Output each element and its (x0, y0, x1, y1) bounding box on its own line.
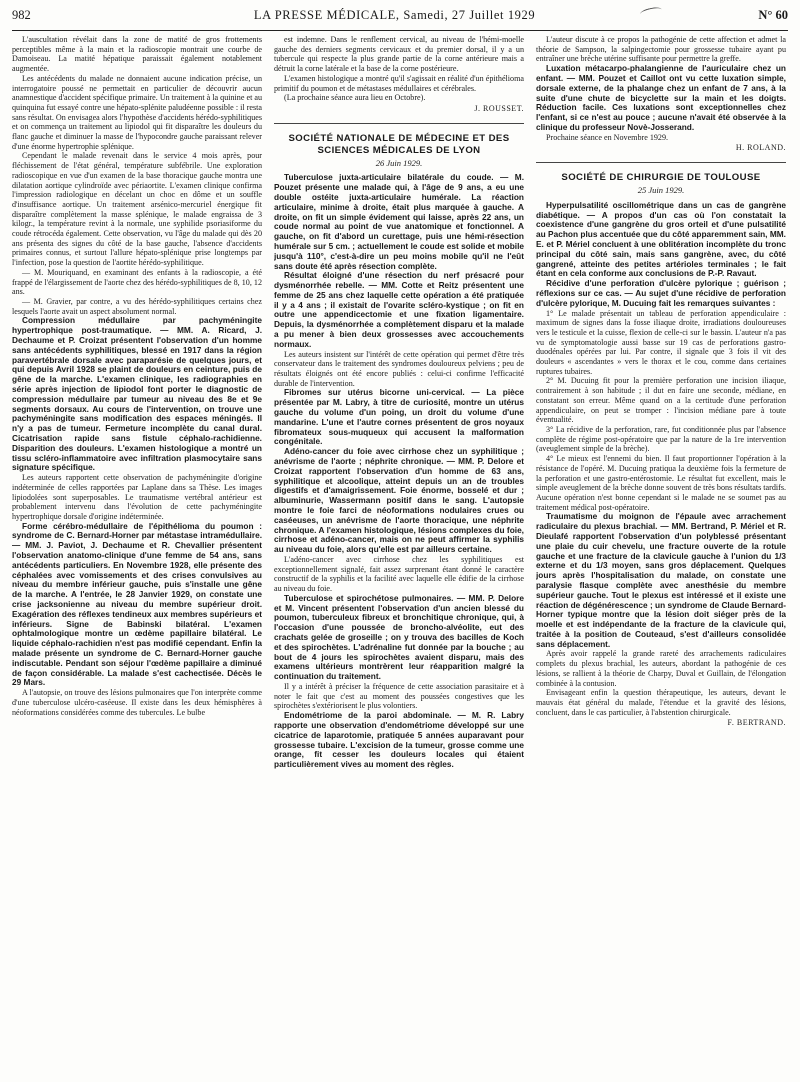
communication-adeno-cancer: Adéno-cancer du foie avec cirrhose chez un syphilitique ; anévrisme de l'aorte ; néphrite chronique. — MM. P. Delore et Croizat rapportent l'observation d'un homme de 63 ans, syphilitique et alcoolique, atteint depuis un an de troubles digestifs et d'amaigrissement. Foie énorme, bosselé et dur ; albuminurie, Wassermann positif dans le sang. L'autopsie montre le foie farci de néoformations nodulaires crues ou caséeuses, un anévrisme de l'aorte thoracique, une néphrite chronique. A l'examen histologique, lésions complexes du foie, cirrhose et adéno-cancer, mais on ne peut affirmer la syphilis au niveau du foie, alors qu'elle est par ailleurs certaine. (274, 446, 524, 555)
column-2 (274, 35, 524, 1065)
paragraph: Envisageant enfin la question thérapeutique, les auteurs, devant le mauvais état général du malade, l'étendue et la gravité des lésions, concluent, dans le cas particulier, à l'abstention chirurgicale. (536, 688, 786, 717)
society-heading-toulouse: SOCIÉTÉ DE CHIRURGIE DE TOULOUSE (536, 162, 786, 184)
communication-epithelioma: Forme cérébro-médullaire de l'épithélioma du poumon : syndrome de C. Bernard-Horner par métastase intramédullaire. — MM. J. Paviot, J. Dechaume et R. Chevallier présentent l'observation anatomo-clinique d'une femme de 54 ans, sans antécédents particuliers. En Novembre 1928, elle présente des céphalées avec vomissements et des crises convulsives au niveau du membre inférieur gauche, puis s'installe une gêne de la marche. A l'entrée, le 28 Janvier 1929, on constate une crise jacksonienne au niveau du membre supérieur droit. Exagération des réflexes tendineux aux membres supérieurs et inférieurs. Signe de Babinski bilatéral. L'examen ophtalmologique montre un œdème papillaire bilatéral. Le liquide céphalo-rachidien n'est pas modifié cependant. Enfin la malade présente un syndrome de C. Bernard-Horner gauche indiscutable. Pendant son séjour l'œdème papillaire a diminué de façon considérable. La malade s'est cachectisée. Décès le 29 Mars. (12, 520, 262, 688)
paragraph: L'auteur discute à ce propos la pathogénie de cette affection et admet la théorie de Sampson, la salpingectomie pour grossesse tubaire ayant pu entraîner une brèche utérine suffisante pour permettre la greffe. (536, 35, 786, 64)
paragraph: 2° M. Ducuing fit pour la première perforation une incision iliaque, contrairement à son habitude ; il dut en faire une seconde, médiane, en constatant son erreur. Même quand on a la certitude d'une perforation appendiculaire, on peut se tromper : l'incision médiane pare à toute éventualité. (536, 376, 786, 425)
paragraph: L'auscultation révélait dans la zone de matité de gros frottements perceptibles même à la main et la radioscopie montrait une courbe de Damoiseau. La matité hépatique paraissait également notablement augmentée. (12, 35, 262, 74)
communication-tuberculose-coude: Tuberculose juxta-articulaire bilatérale du coude. — M. Pouzet présente une malade qui, à l'âge de 9 ans, a eu une double ostéite juxta-articulaire humérale. La réaction articulaire, minime à droite, était plus marquée à gauche. A droite, on fit un simple évidement qui laisse, après 22 ans, un coude normal au point de vue anatomique et fonctionnel. A gauche, on fit d'abord un curettage, puis une hémi-résection humérale sur 5 cm. ; actuellement le coude est solide et mobile jusqu'à 110°, c'est-à-dire un peu moins mobile qu'il ne l'eût sans doute été après résection complète. (274, 172, 524, 271)
paragraph: est indemne. Dans le renflement cervical, au niveau de l'hémi-moelle gauche des derniers segments cervicaux et du premier dorsal, il y a un tubercule qui respecte la plus grande partie de la corne antérieure mais a détruit la corne latérale et la base de la corne postérieure. (274, 35, 524, 74)
communication-nerf-presacre: Résultat éloigné d'une résection du nerf présacré pour dysménorrhée rebelle. — MM. Cotte et Reitz présentent une femme de 25 ans chez laquelle cette opération a été pratiquée il y a 4 ans ; il existait de l'ovarite scléro-kystique ; on fit en outre une appendicectomie et une fixation ligamentaire. Depuis, la dysménorrhée a complètement disparu et la malade a pu mener à bien deux grossesses avec accouchements normaux. (274, 270, 524, 349)
author-signature: H. ROLAND. (735, 143, 786, 153)
communication-gangrene: Hyperpulsatilité oscillométrique dans un cas de gangrène diabétique. — A propos d'un cas où l'on constatait la coexistence d'une gangrène du gros orteil et d'une pulsatilité au Pachon plus accentuée que du côté apparemment sain, MM. E. et P. Mériel concluent à une oblitération incomplète du tronc principal du côté sain, mais sans gangrène, avec, du côté gangrené, atteinte des petites artérioles terminales ; le fait étant en cela conforme aux conclusions de P.-P. Ravaut. (536, 199, 786, 279)
paragraph: A l'autopsie, on trouve des lésions pulmonaires que l'on interprète comme d'une tuberculose ulcéro-caséeuse. Il existe dans les deux hémisphères à néoformations considérées comme des tubercules. Le bulbe (12, 688, 262, 717)
paragraph: Il y a intérêt à préciser la fréquence de cette association parasitaire et à noter le fait que c'est au moment des poussées congestives que les spirochètes s'extériorisent le plus volontiers. (274, 682, 524, 711)
session-date: 25 Juin 1929. (637, 185, 685, 196)
page-number: 982 (12, 8, 31, 22)
columns (12, 35, 788, 1065)
paragraph: Prochaine séance en Novembre 1929. (546, 132, 669, 142)
author-signature: F. BERTRAND. (727, 718, 786, 728)
communication-fibromes: Fibromes sur utérus bicorne uni-cervical. — La pièce présentée par M. Labry, à titre de curiosité, montre un utérus gauche du volume d'un poing, un droit du volume d'une mandarine. L'une et l'autre cornes présentent de gros noyaux fibromateux sous-muqueux qui accusent la malformation congénitale. (274, 387, 524, 447)
paragraph: L'examen histologique a montré qu'il s'agissait en réalité d'un épithélioma primitif du poumon et de métastases médullaires et cérébrales. (274, 73, 524, 93)
paragraph: L'adéno-cancer avec cirrhose chez les syphilitiques est exceptionnellement signalé, fait assez surprenant étant donné le caractère constructif de la syphilis et la facilité avec laquelle elle édifie de la cirrhose au niveau du foie. (274, 555, 524, 594)
newspaper-page (12, 0, 788, 1070)
communication-endometriome: Endométriome de la paroi abdominale. — M. R. Labry rapporte une observation d'endométriome développé sur une cicatrice de laparotomie, pratiquée 5 années auparavant pour grossesse tubaire. L'excision de la tumeur, grosse comme une orange, fit cesser les douleurs locales qui étaient particulièrement vives au moment des règles. (274, 710, 524, 770)
session-date: 26 Juin 1929. (375, 157, 423, 168)
author-signature: J. ROUSSET. (474, 103, 524, 113)
paragraph: Les auteurs insistent sur l'intérêt de cette opération qui permet d'être très conservateur dans le traitement des syndromes douloureux pelviens ; peu de résultats éloignés ont été encore publiés : celui-ci confirme l'efficacité durable de l'intervention. (274, 349, 524, 388)
society-heading-lyon: SOCIÉTÉ NATIONALE DE MÉDECINE ET DES SCIENCES MÉDICALES DE LYON (274, 123, 524, 157)
paragraph: 1° Le malade présentait un tableau de perforation appendiculaire : maximum de signes dans la fosse iliaque droite, irradiations douloureuses vers le testicule et la cuisse, flexion de celle-ci sur le bassin. L'auteur n'a pas vu de symptomatologie aussi basse sur 19 cas de perforations gastro-duodénales opérées par lui. Par contre, il signale que 3 fois il vit des douleurs « ascendantes » vers le thorax et le cou, comme dans certaines ruptures tubaires. (536, 308, 786, 376)
running-title: LA PRESSE MÉDICALE, Samedi, 27 Juillet 1929 (253, 8, 536, 22)
communication-luxation: Luxation métacarpo-phalangienne de l'auriculaire chez un enfant. — MM. Pouzet et Caillot ont vu cette luxation simple, dorsale externe, de la phalange chez un enfant de 7 ans, à la suite d'une chute de bicyclette sur la main et les doigts. Réduction facile. Ces luxations sont exceptionnelles chez l'enfant, si ce n'est au pouce ; aucune n'avait été observée à la clinique du professeur Novè-Josserand. (536, 63, 786, 132)
paragraph: Après avoir rappelé la grande rareté des arrachements radiculaires complets du plexus brachial, les auteurs, abordant la pathogénie de ces lésions, se rallient à la théorie de Charpy, Duval et Guillain, de l'élongation combinée à la contusion. (536, 649, 786, 688)
communication-ulcere-pylorique: Récidive d'une perforation d'ulcère pylorique ; guérison ; réflexions sur ce cas. — Au sujet d'une récidive de perforation d'ulcère pylorique, M. Ducuing fait les remarques suivantes : (536, 278, 786, 308)
paragraph: 3° La récidive de la perforation, rare, fut conditionnée plus par l'absence complète de régime post-opératoire que par la nature de la 1re intervention (aveuglement simple de la brèche). (536, 425, 786, 454)
issue-number: N° 60 (758, 8, 788, 22)
column-1 (12, 35, 262, 1065)
paragraph: Les auteurs rapportent cette observation de pachyméningite d'origine indéterminée de celles rapportées par Laplane dans sa Thèse. Les images lipiodolées sont superposables. Le traumatisme vertébral antérieur est probablement intervenu dans l'évolution de cette pachyméningite hypertrophique dorsale d'origine indéterminée. (12, 473, 262, 521)
paragraph: 4° Le mieux est l'ennemi du bien. Il faut proportionner l'opération à la résistance de l'opéré. M. Ducuing pratiqua la deuxième fois la fermeture de la perforation et une gastro-entérostomie. Le résultat fut excellent, mais le simple aveuglement de la brèche donne souvent de très bons résultats tardifs. Aucune opération n'est bonne cependant si le malade ne se soumet pas au traitement médical post-opératoire. (536, 454, 786, 512)
running-header (12, 0, 788, 31)
communication-plexus-brachial: Traumatisme du moignon de l'épaule avec arrachement radiculaire du plexus brachial. — MM. Bertrand, P. Mériel et R. Dieulafé rapportent l'observation d'un polyblessé présentant une plaie du cuir chevelu, une fracture ouverte de la rotule gauche et une fracture de la clavicule gauche à l'union du 1/3 externe et du 1/3 moyen, sans gros déplacement. Quelques jours après l'hospitalisation du malade, on constate une paralysie flasque complète avec anesthésie du membre supérieur gauche. Tout le plexus est intéressé et il existe une réaction de dégénérescence ; un syndrome de Claude Bernard-Horner typique montre que la lésion doit siéger près de la moelle et est indépendante de la fracture de la clavicule qui, traitée à la position de Couteaud, s'est d'ailleurs consolidée sans déplacement. (536, 511, 786, 649)
paragraph: — M. Mouriquand, en examinant des enfants à la radioscopie, a été frappé de l'élargissement de l'aorte chez des hérédo-syphilitiques de 8, 10, 12 ans. (12, 267, 262, 297)
paragraph: — M. Gravier, par contre, a vu des hérédo-syphilitiques certains chez lesquels l'aorte avait un aspect absolument normal. (12, 296, 262, 316)
communication-pachymeningite: Compression médullaire par pachyméningite hypertrophique post-traumatique. — MM. A. Ricard, J. Dechaume et P. Croizat présentent l'observation d'un homme sans antécédents syphilitiques, blessé en 1917 dans la région paravertébrale dorsale avec paraparésie de quelques jours, et qui depuis Avril 1928 se plaint de douleurs en ceinture, puis de gêne de la marche. L'examen clinique, les radiographies en série après injection de lipiodol font porter le diagnostic de compression médullaire par tumeur au niveau des 8e et 9e segments dorsaux. Au cours de l'intervention, on trouve une pachyméningite sans modification des espaces méningés. Il n'y a pas de tumeur. Fermeture incomplète du canal dural. Cicatrisation rapide sans fistule céphalo-rachidienne. Disparition des douleurs. L'examen histologique a montré un tissu scléro-inflammatoire avec infiltration plasmocytaire sans signature spécifique. (12, 315, 262, 473)
paragraph: Les antécédents du malade ne donnaient aucune indication précise, un interrogatoire poussé ne permettait en particulier de découvrir aucun anamnestique d'accident spécifique primaire. Un traitement à la quinine et au quinquina fut essayé contre une hépato-splénite paludéenne possible : il resta sans résultat. On envisagea alors l'hypothèse d'accidents hérédo-syphilitiques et on commença un traitement au lipiodol qui fit disparaître les douleurs du flanc gauche et diminuer la masse de l'hypocondre gauche paraissant relever d'une énorme hypertrophie splénique. (12, 73, 262, 151)
paragraph: (La prochaine séance aura lieu en Octobre). (284, 93, 426, 103)
paragraph: Cependant le malade revenait dans le service 4 mois après, pour fléchissement de l'état général, température subfébrile. Une exploration radioscopique en vue d'un examen de la base thoracique gauche montra une dilatation aortique cylindroïde avec périaortite. L'examen clinique confirma l'impression radiologique en décelant un choc en dôme et un souffle d'insuffisance aortique. Un traitement arsénico-mercuriel énergique fit disparaître complètement la masse splénique, le malade engraissa de 3 kilogr., la température revint à la normale, une syphilide psoriasiforme du coude rétrocéda également. Cette observation, vu l'âge du malade qui dès 20 ans présenta des signes du côté de la base gauche, l'absence d'accidents primaires connus, et surtout l'allure hépato-splénique prise longtemps par l'infection, pose la question de l'aortite hérédo-syphilitique. (12, 151, 262, 268)
column-3 (536, 35, 786, 1065)
communication-spirochetose: Tuberculose et spirochétose pulmonaires. — MM. P. Delore et M. Vincent présentent l'observation d'un ancien blessé du poumon, tuberculeux fibreux et bronchitique chronique, qui, à l'occasion d'une poussée de broncho-alvéolite, eut des crachats gelée de groseille ; on y trouva des bacilles de Koch et des spirochètes. L'adrénaline fut donnée par la bouche ; au bout de 4 jours les spirochètes avaient disparu, mais des examens ultérieurs montrèrent leur réapparition malgré la continuation du traitement. (274, 592, 524, 682)
